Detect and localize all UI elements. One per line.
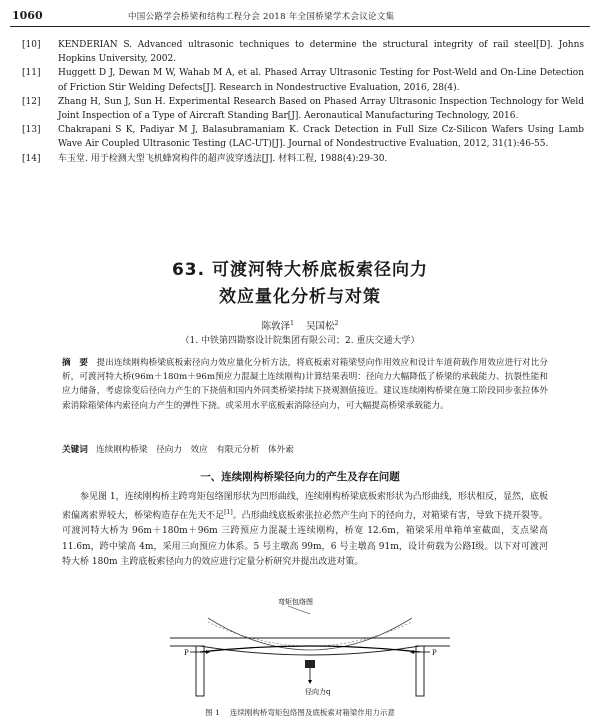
radial-force-label: 径向力q — [305, 688, 331, 696]
page-number: 1060 — [12, 9, 43, 22]
keywords — [62, 443, 548, 455]
author-affil-mark: 2 — [334, 319, 339, 327]
abstract — [62, 356, 548, 413]
bridge-diagram — [160, 594, 460, 699]
author-line — [0, 318, 600, 332]
force-label-right: P — [432, 649, 437, 657]
bottom-tendon — [200, 646, 420, 652]
reference-item — [22, 95, 584, 123]
reference-number: [12] — [22, 96, 41, 107]
reference-number: [14] — [22, 153, 41, 164]
reference-text: Zhang H, Sun J, Sun H. Experimental Research Based on Phased Array Ultrasonic Inspection Technology for Weld Joint Inspection of a Type of Aircraft Standing Bar[J]. Aeronautical Manufacturing Technology, 2016. — [58, 96, 584, 122]
radial-force-arrowhead — [308, 680, 312, 684]
article-title-line2: 效应量化分析与对策 — [219, 287, 381, 307]
keywords-text: 连续刚构桥梁 径向力 效应 有限元分析 体外索 — [96, 445, 294, 455]
reference-text: 车玉堂. 用于检测大型飞机蜂窝构件的超声波穿透法[J]. 材料工程, 1988(4):29-30. — [58, 153, 388, 164]
force-label-left: P — [184, 649, 189, 657]
reference-item — [22, 123, 584, 151]
pier-right — [416, 646, 424, 696]
figure-caption: 图 1 连续刚构桥弯矩包络图及底板索对箱梁作用力示意 — [205, 708, 395, 717]
reference-text: Chakrapani S K, Padiyar M J, Balasubramaniam K. Crack Detection in Full Size Cz-Silicon Wafers Using Lamb Wave Air Coupled Ultrasonic Testing (LAC-UT)[J]. Journal of Nondestructive Evaluation, 2012, 31(1):46-55. — [58, 125, 584, 150]
author-affil-mark: 1 — [290, 319, 294, 327]
reference-item — [22, 66, 584, 94]
reference-number: [13] — [22, 125, 41, 136]
body-paragraph: 参见图 1，连续刚构桥主跨弯矩包络图形状为凹形曲线，连续刚构桥梁底板索形状为凸形曲线，形状相反，显然，底板索偏离索界较大，桥梁构造存在先天不足[1]。凸形曲线底板索张拉必然产生向下的径向力，对箱梁有害，导致下挠开裂等。可渡河特大桥为 96m＋180m＋96m 三跨预应力混凝土连续刚构，桥宽 12.6m，箱梁采用单箱单室截面，支点梁高 11.6m，跨中梁高 4m，采用三向预应力体系。5 号主墩高 99m，6 号主墩高 91m，设计荷载为公路Ⅰ级。以下对可渡河特大桥 180m 主跨底板索径向力的效应进行定量分析研究并提出改进对策。 — [62, 492, 548, 567]
pier-left — [196, 646, 204, 696]
reference-text: Huggett D J, Dewan M W, Wahab M A, et al. Phased Array Ultrasonic Testing for Post-Weld and On-Line Detection of Friction Stir Welding Defects[J]. Research in Nondestructive Evaluation, 2016, 28(4). — [58, 68, 584, 93]
radial-force-block — [305, 660, 315, 668]
running-header: 中国公路学会桥梁和结构工程分会 2018 年全国桥梁学术会议论文集 — [128, 12, 395, 22]
header-rule — [10, 26, 590, 27]
envelope-label: 弯矩包络图 — [278, 598, 313, 606]
reference-list — [22, 38, 584, 166]
reference-item — [22, 152, 584, 166]
reference-number: [11] — [22, 68, 41, 79]
abstract-label: 摘 要 — [62, 358, 89, 368]
article-title-line1: 63. 可渡河特大桥底板索径向力 — [171, 260, 429, 280]
figure-1 — [160, 594, 460, 699]
reference-item — [22, 38, 584, 66]
author-name: 陈敦泽 — [261, 321, 291, 332]
abstract-text: 提出连续刚构桥梁底板索径向力效应量化分析方法，将底板索对箱梁竖向作用效应和设计车道荷载作用效应进行对比分析，可渡河特大桥(96m＋180m＋96m预应力混凝土连续刚构)计算结果表明：径向力大幅降低了桥梁的承载能力、抗裂性能和应力储备，考虑徐变后径向力产生的下挠值和国内外同类桥梁持续下挠观测值接近。建议连续刚构桥梁在施工阶段同步张拉体外索消除箱梁体内索径向力产生的弹性下挠。或采用水平底板索消除径向力，可大幅提高桥梁承载能力。 — [62, 358, 548, 411]
envelope-leader — [288, 606, 310, 614]
section-heading: 一、连续刚构桥梁径向力的产生及存在问题 — [200, 471, 400, 483]
keywords-label: 关键词 — [62, 445, 88, 455]
affiliation: （1. 中铁第四勘察设计院集团有限公司；2. 重庆交通大学） — [180, 336, 420, 346]
reference-text: KENDERIAN S. Advanced ultrasonic techniques to determine the structural integrity of rail steel[D]. Johns Hopkins University, 2002. — [58, 40, 584, 65]
citation: [1] — [224, 509, 233, 517]
reference-number: [10] — [22, 40, 41, 50]
author-name: 吴国松 — [306, 321, 335, 332]
